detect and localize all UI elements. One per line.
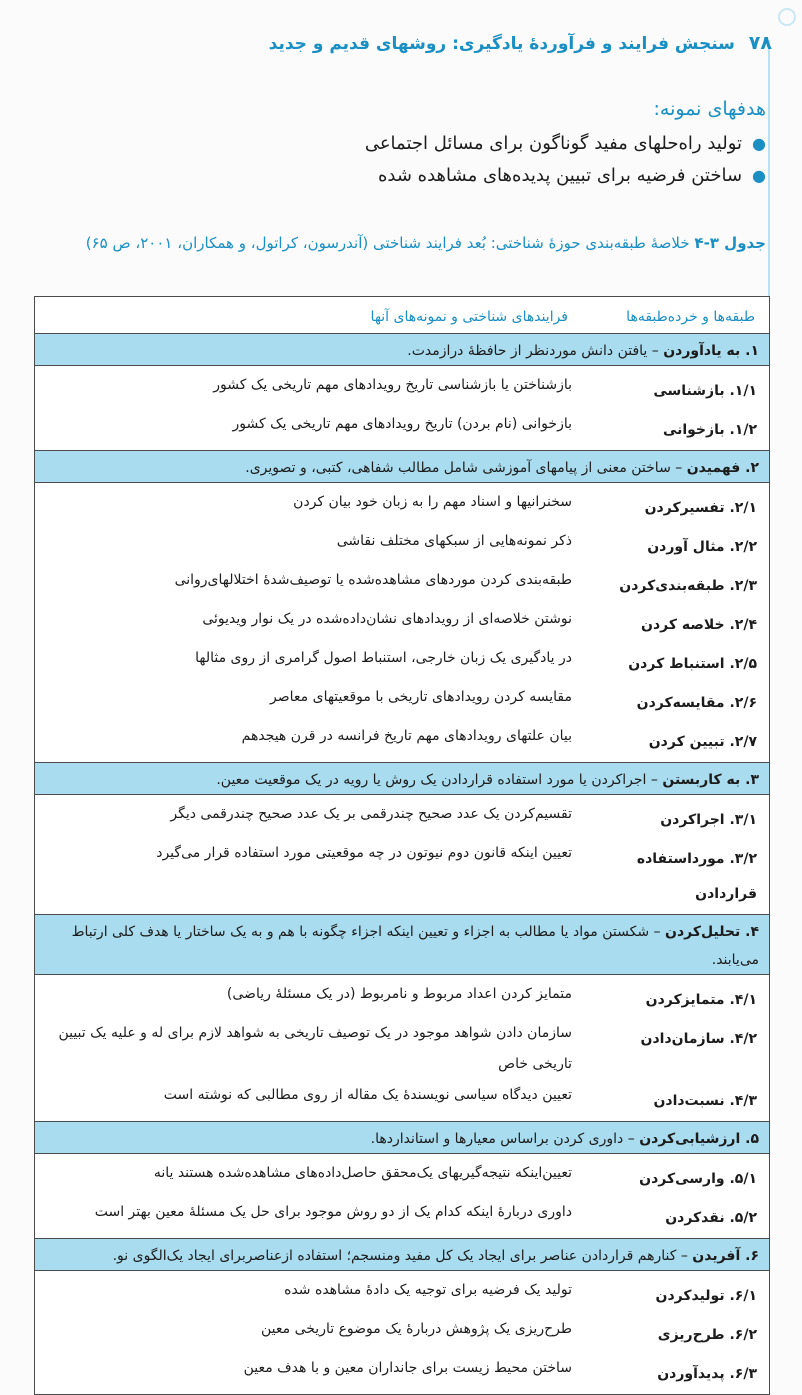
running-title: سنجش فرایند و فرآوردهٔ یادگیری: روشهای قدیم و جدید [268, 34, 735, 54]
subcategory-row [35, 682, 769, 721]
subcategory-group [35, 1271, 769, 1395]
subcategory-row [35, 1314, 769, 1353]
subcategory-name: ۴/۱. متمایزکردن [645, 992, 757, 1008]
running-header [40, 32, 772, 60]
subcategory-example: سازمان دادن شواهد موجود در یک توصیف تاریخی به شواهد لازم برای له و علیه یک تبیین تاریخی خاص [58, 1025, 572, 1072]
subcategory-name: ۳/۲. مورداستفاده قراردادن [636, 851, 757, 902]
subcategory-example: متمایز کردن اعداد مربوط و نامربوط (در یک مسئلهٔ ریاضی) [226, 986, 572, 1002]
subcategory-row [35, 1275, 769, 1314]
subcategory-row [35, 838, 769, 912]
subcategory-example: بیان علتهای رویدادهای مهم تاریخ فرانسه در قرن هیجدهم [241, 728, 572, 744]
subcategory-row [35, 1158, 769, 1197]
caption-text: خلاصهٔ طبقه‌بندی حوزهٔ شناختی: بُعد فرایند شناختی (آندرسون، کراتول، و همکاران، ۲۰۰۱، ص ۶۵) [85, 234, 690, 252]
table-caption [46, 228, 766, 258]
category-title: ۲. فهمیدن [686, 460, 759, 476]
subcategory-example: تعیین دیدگاه سیاسی نویسندهٔ یک مقاله از روی مطالبی که نوشته است [163, 1087, 572, 1103]
subcategory-example: ساختن محیط زیست برای جانداران معین و با هدف معین [243, 1360, 572, 1376]
subcategory-name: ۵/۱. وارسی‌کردن [639, 1171, 757, 1187]
subcategory-name: ۱/۱. بازشناسی [653, 383, 757, 399]
subcategory-example: مقایسه کردن رویدادهای تاریخی با موقعیتهای معاصر [270, 689, 572, 705]
column-header-processes: فرایندهای شناختی و نمونه‌های آنها [370, 309, 568, 325]
subcategory-row [35, 643, 769, 682]
subcategory-example: سخنرانیها و اسناد مهم را به زبان خود بیان کردن [293, 494, 572, 510]
subcategory-example: تعیین‌اینکه نتیجه‌گیریهای یک‌محقق حاصل‌داده‌های مشاهده‌شده هستند یانه [153, 1165, 572, 1181]
cognitive-process-table [34, 296, 770, 1395]
subcategory-name: ۲/۴. خلاصه کردن [641, 617, 757, 633]
sample-objectives [46, 98, 766, 192]
subcategory-group [35, 975, 769, 1122]
category-title: ۶. آفریدن [692, 1248, 759, 1264]
subcategory-name: ۲/۶. مقایسه‌کردن [636, 695, 757, 711]
subcategory-example: در یادگیری یک زبان خارجی، استنباط اصول گرامری از روی مثالها [195, 650, 572, 666]
subcategory-group [35, 483, 769, 763]
objective-text: ساختن فرضیه برای تبیین پدیده‌های مشاهده شده [378, 165, 743, 186]
category-title: ۵. ارزشیابی‌کردن [639, 1131, 759, 1147]
corner-ring-decoration [778, 8, 796, 26]
category-row [35, 1239, 769, 1271]
subcategory-row [35, 799, 769, 838]
subcategory-example: نوشتن خلاصه‌ای از رویدادهای نشان‌داده‌شده در یک نوار ویدیوئی [202, 611, 572, 627]
subcategory-row [35, 604, 769, 643]
subcategory-example: داوری دربارهٔ اینکه کدام یک از دو روش موجود برای حل یک مسئلهٔ معین بهتر است [94, 1204, 572, 1220]
subcategory-name: ۶/۱. تولیدکردن [655, 1288, 757, 1304]
category-description: – اجراکردن یا مورد استفاده قراردادن یک روش یا رویه در یک موقعیت معین. [216, 772, 658, 788]
subcategory-example: بازشناختن یا بازشناسی تاریخ رویدادهای مهم تاریخی یک کشور [213, 377, 572, 393]
page-number: ۷۸ [748, 32, 772, 54]
subcategory-row [35, 1018, 769, 1080]
subcategory-example: ذکر نمونه‌هایی از سبکهای مختلف نقاشی [336, 533, 572, 549]
subcategory-row [35, 565, 769, 604]
subcategory-name: ۲/۱. تفسیرکردن [644, 500, 757, 516]
category-row [35, 334, 769, 366]
subcategory-row [35, 487, 769, 526]
objectives-title: هدفهای نمونه: [653, 98, 766, 120]
category-description: – یافتن دانش موردنظر از حافظهٔ درازمدت. [407, 343, 659, 359]
category-row [35, 451, 769, 483]
category-title: ۱. به یادآوردن [663, 343, 759, 359]
subcategory-name: ۶/۳. پدیدآوردن [657, 1366, 757, 1382]
subcategory-row [35, 979, 769, 1018]
subcategory-name: ۲/۵. استنباط کردن [628, 656, 757, 672]
category-title: ۳. به کاربستن [662, 772, 759, 788]
subcategory-example: تعیین اینکه قانون دوم نیوتون در چه موقعیتی مورد استفاده قرار می‌گیرد [156, 845, 572, 861]
subcategory-example: بازخوانی (نام بردن) تاریخ رویدادهای مهم تاریخی یک کشور [232, 416, 572, 432]
subcategory-name: ۶/۲. طرح‌ریزی [657, 1327, 757, 1343]
bullet-icon: ● [752, 166, 766, 185]
subcategory-row [35, 721, 769, 760]
category-row [35, 763, 769, 795]
bullet-icon: ● [752, 134, 766, 153]
column-header-categories: طبقه‌ها و خرده‌طبقه‌ها [626, 309, 755, 325]
subcategory-name: ۵/۲. نقدکردن [665, 1210, 757, 1226]
subcategory-name: ۳/۱. اجراکردن [660, 812, 757, 828]
subcategory-row [35, 1080, 769, 1119]
subcategory-row [35, 409, 769, 448]
subcategory-row [35, 1197, 769, 1236]
subcategory-group [35, 366, 769, 451]
subcategory-example: طبقه‌بندی کردن موردهای مشاهده‌شده یا توصیف‌شدهٔ اختلالهای‌روانی [174, 572, 572, 588]
objective-text: تولید راه‌حلهای مفید گوناگون برای مسائل اجتماعی [364, 133, 743, 154]
subcategory-example: طرح‌ریزی یک پژوهش دربارهٔ یک موضوع تاریخی معین [261, 1321, 572, 1337]
category-row [35, 1122, 769, 1154]
category-row [35, 915, 769, 975]
category-title: ۴. تحلیل‌کردن [665, 924, 759, 940]
subcategory-example: تولید یک فرضیه برای توجیه یک دادهٔ مشاهده شده [284, 1282, 572, 1298]
subcategory-name: ۴/۳. نسبت‌دادن [653, 1093, 757, 1109]
subcategory-name: ۱/۲. بازخوانی [662, 422, 757, 438]
category-description: – ساختن معنی از پیامهای آموزشی شامل مطالب شفاهی، کتبی، و تصویری. [245, 460, 683, 476]
subcategory-row [35, 526, 769, 565]
caption-label: جدول ۳-۴ [694, 234, 766, 252]
subcategory-name: ۴/۲. سازمان‌دادن [640, 1031, 757, 1047]
category-description: – کنارهم قراردادن عناصر برای ایجاد یک کل مفید ومنسجم؛ استفاده ازعناصربرای ایجاد یک‌الگوی نو. [112, 1248, 688, 1264]
subcategory-name: ۲/۷. تبیین کردن [648, 734, 757, 750]
subcategory-group [35, 1154, 769, 1239]
subcategory-name: ۲/۲. مثال آوردن [647, 539, 757, 555]
subcategory-group [35, 795, 769, 915]
subcategory-name: ۲/۳. طبقه‌بندی‌کردن [619, 578, 757, 594]
subcategory-example: تقسیم‌کردن یک عدد صحیح چندرقمی بر یک عدد صحیح چندرقمی دیگر [170, 806, 572, 822]
table-header-row [35, 297, 769, 334]
subcategory-row [35, 1353, 769, 1392]
subcategory-row [35, 370, 769, 409]
category-description: – شکستن مواد یا مطالب به اجزاء و تعیین اینکه اجزاء چگونه با هم و به یک ساختار یا هدف کلی ارتباط می‌یابند. [71, 924, 759, 968]
objective-item [46, 128, 766, 160]
category-description: – داوری کردن براساس معیارها و استانداردها. [370, 1131, 635, 1147]
objective-item [46, 160, 766, 192]
